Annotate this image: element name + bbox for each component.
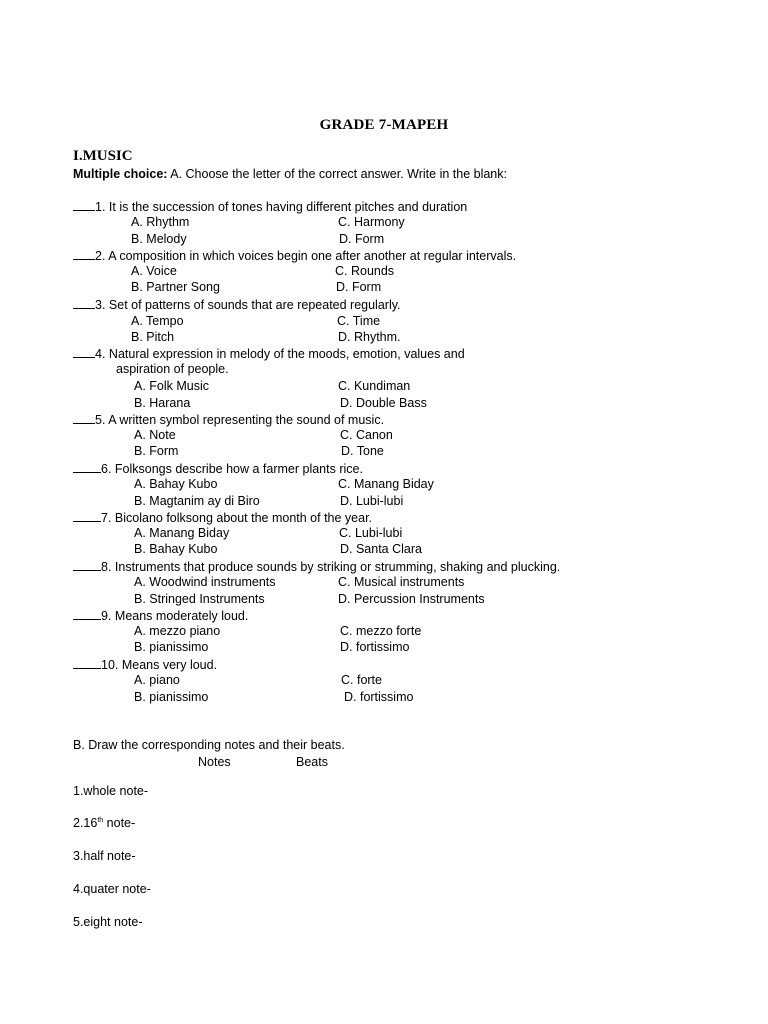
question-text: A written symbol representing the sound of music. (105, 413, 385, 427)
choice-d: D. Tone (341, 444, 384, 458)
question-text: It is the succession of tones having different pitches and duration (105, 200, 468, 214)
choice-a: A. Note (134, 428, 176, 442)
choice-a: A. piano (134, 673, 180, 687)
question-8 (73, 558, 560, 575)
question-text: Bicolano folksong about the month of the year. (111, 511, 373, 525)
choice-a: A. Rhythm (131, 215, 190, 229)
question-text-continued: aspiration of people. (116, 362, 229, 376)
beats-column-header: Beats (296, 755, 328, 769)
choice-a: A. Voice (131, 264, 177, 278)
choice-c: C. Manang Biday (338, 477, 434, 491)
question-text: Set of patterns of sounds that are repeated regularly. (105, 298, 401, 312)
choice-d: D. fortissimo (344, 690, 414, 704)
section-heading: I.MUSIC (73, 148, 133, 164)
choice-b: B. Pitch (131, 330, 175, 344)
question-3 (73, 296, 401, 313)
answer-blank[interactable] (73, 198, 95, 211)
note-item-4 (73, 881, 151, 897)
question-2 (73, 247, 516, 264)
question-text: Means very loud. (118, 658, 218, 672)
choice-c: C. forte (341, 673, 382, 687)
question-text: Instruments that produce sounds by striking or strumming, shaking and plucking. (111, 560, 561, 574)
question-9 (73, 607, 248, 624)
notes-column-header: Notes (198, 755, 231, 769)
ordinal-superscript: th (97, 816, 104, 824)
question-number: 4. (95, 347, 106, 361)
question-number: 10. (101, 658, 119, 672)
question-1 (73, 198, 467, 215)
question-4 (73, 345, 465, 362)
choice-a: A. mezzo piano (134, 624, 221, 638)
question-6 (73, 460, 363, 477)
question-number: 1. (95, 200, 106, 214)
question-number: 8. (101, 560, 112, 574)
question-10 (73, 656, 217, 673)
choice-b: B. Form (134, 444, 179, 458)
instructions-label: Multiple choice: (73, 167, 168, 181)
question-7 (73, 509, 372, 526)
note-label-suffix: note- (103, 816, 136, 830)
choice-b: B. Stringed Instruments (134, 592, 265, 606)
choice-b: B. pianissimo (134, 690, 209, 704)
note-item-3 (73, 848, 136, 864)
question-number: 3. (95, 298, 106, 312)
question-text: A composition in which voices begin one after another at regular intervals. (105, 249, 517, 263)
answer-blank[interactable] (73, 656, 101, 669)
note-label: 1.whole note- (73, 784, 149, 798)
instructions (73, 166, 507, 182)
choice-a: A. Manang Biday (134, 526, 230, 540)
choice-b: B. pianissimo (134, 640, 209, 654)
answer-blank[interactable] (73, 460, 101, 473)
choice-d: D. Percussion Instruments (338, 592, 485, 606)
choice-c: C. Musical instruments (338, 575, 465, 589)
choice-b: B. Harana (134, 396, 191, 410)
note-label: 3.half note- (73, 849, 136, 863)
note-label: 2.16 (73, 816, 98, 830)
part-b-instruction: B. Draw the corresponding notes and their beats. (73, 738, 345, 752)
choice-a: A. Tempo (131, 314, 184, 328)
instructions-text: A. Choose the letter of the correct answer. Write in the blank: (167, 167, 507, 181)
note-label: 5.eight note- (73, 915, 143, 929)
answer-blank[interactable] (73, 607, 101, 620)
choice-b: B. Magtanim ay di Biro (134, 494, 260, 508)
choice-d: D. Form (339, 232, 385, 246)
choice-c: C. Kundiman (338, 379, 411, 393)
question-number: 7. (101, 511, 112, 525)
question-number: 2. (95, 249, 106, 263)
choice-c: C. Rounds (335, 264, 395, 278)
choice-b: B. Partner Song (131, 280, 220, 294)
answer-blank[interactable] (73, 509, 101, 522)
answer-blank[interactable] (73, 411, 95, 424)
question-5 (73, 411, 384, 428)
choice-d: D. Double Bass (340, 396, 427, 410)
answer-blank[interactable] (73, 558, 101, 571)
choice-d: D. fortissimo (340, 640, 410, 654)
choice-a: A. Folk Music (134, 379, 210, 393)
question-text: Means moderately loud. (111, 609, 249, 623)
note-label: 4.quater note- (73, 882, 151, 896)
answer-blank[interactable] (73, 247, 95, 260)
note-item-5 (73, 914, 143, 930)
choice-a: A. Woodwind instruments (134, 575, 276, 589)
question-text: Natural expression in melody of the moods, emotion, values and (105, 347, 465, 361)
choice-d: D. Lubi-lubi (340, 494, 404, 508)
choice-a: A. Bahay Kubo (134, 477, 218, 491)
choice-d: D. Rhythm. (338, 330, 401, 344)
choice-c: C. mezzo forte (340, 624, 422, 638)
question-number: 6. (101, 462, 112, 476)
choice-b: B. Bahay Kubo (134, 542, 218, 556)
choice-b: B. Melody (131, 232, 187, 246)
choice-d: D. Form (336, 280, 382, 294)
choice-c: C. Time (337, 314, 381, 328)
question-number: 9. (101, 609, 112, 623)
choice-d: D. Santa Clara (340, 542, 422, 556)
document-title: GRADE 7-MAPEH (319, 117, 449, 133)
answer-blank[interactable] (73, 345, 95, 358)
question-number: 5. (95, 413, 106, 427)
choice-c: C. Lubi-lubi (339, 526, 403, 540)
question-text: Folksongs describe how a farmer plants rice. (111, 462, 363, 476)
answer-blank[interactable] (73, 296, 95, 309)
note-item-1 (73, 783, 148, 799)
note-item-2 (73, 815, 135, 831)
choice-c: C. Harmony (338, 215, 405, 229)
choice-c: C. Canon (340, 428, 393, 442)
